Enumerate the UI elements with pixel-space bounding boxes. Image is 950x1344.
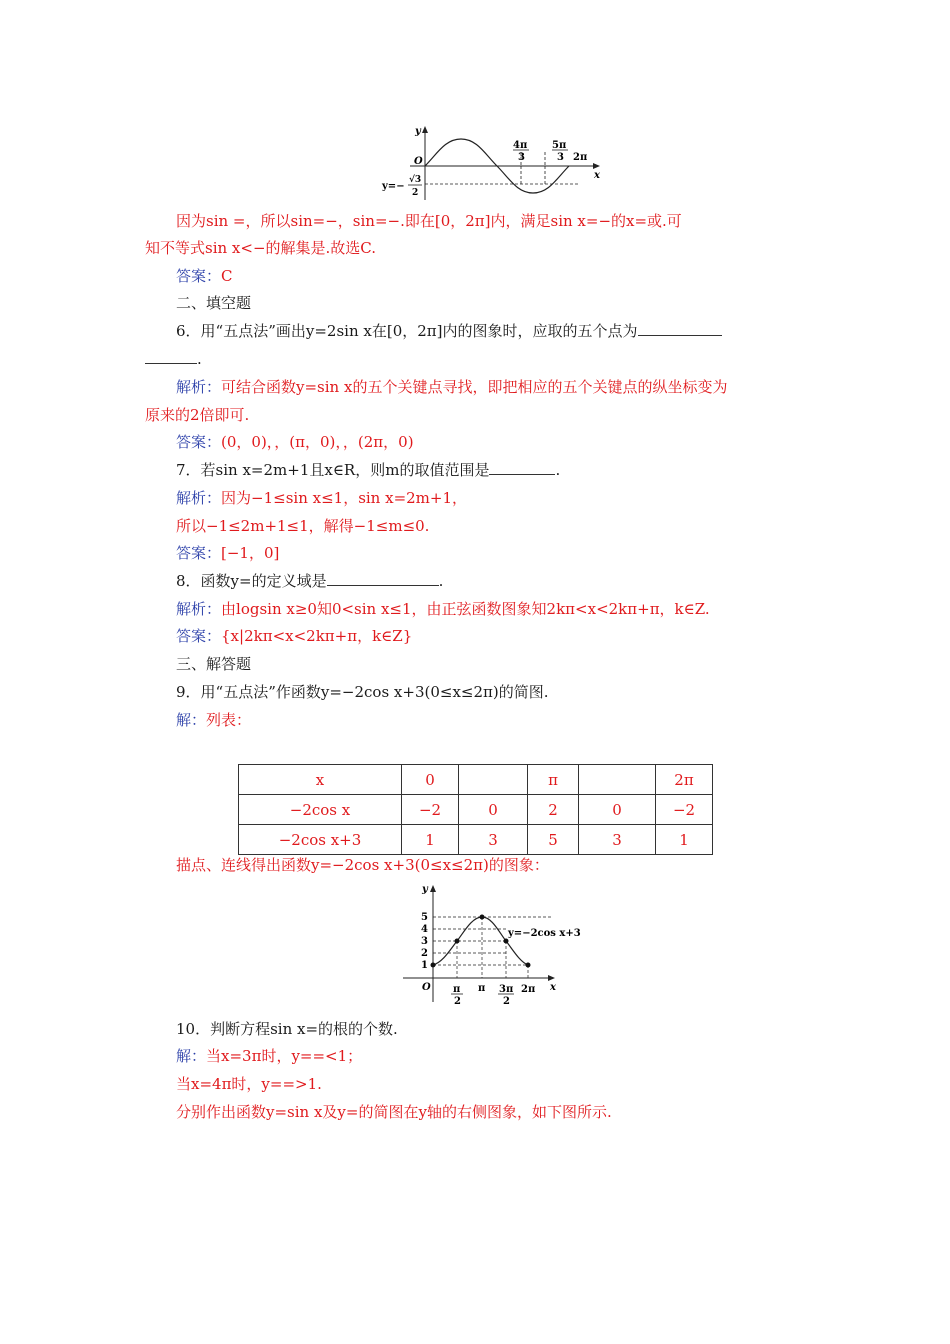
solution-6-text1: 可结合函数y=sin x的五个关键点寻找，即把相应的五个关键点的纵坐标变为 xyxy=(221,378,728,396)
answer-5 xyxy=(176,266,233,286)
solution-8-label: 解析： xyxy=(176,600,222,618)
solution-7-line1 xyxy=(176,488,467,508)
table-cell: 0 xyxy=(579,795,656,825)
fig1-tick-5pi-3-den: 3 xyxy=(557,152,564,163)
table-cell xyxy=(579,765,656,795)
question-8 xyxy=(176,571,443,591)
table-cell: 0 xyxy=(402,765,459,795)
answer-6 xyxy=(176,432,414,452)
sine-inequality-figure xyxy=(380,122,610,204)
fig1-tick-5pi-3-num: 5π xyxy=(552,140,567,151)
answer-8-value: {x|2kπ<x<2kπ+π，k∈Z} xyxy=(221,627,413,645)
fig2-xtick-pi-2-num: π xyxy=(453,984,461,995)
solution-7-label: 解析： xyxy=(176,489,222,507)
question-9: 9．用“五点法”作函数y=−2cos x+3(0≤x≤2π)的简图. xyxy=(176,683,549,701)
fig2-xtick-2pi: 2π xyxy=(521,984,536,995)
fig1-line-label-prefix: y=− xyxy=(382,181,405,192)
value-table xyxy=(238,764,713,855)
fig2-ytick-3: 3 xyxy=(421,936,428,947)
table-row xyxy=(239,795,713,825)
table-cell: 2 xyxy=(528,795,579,825)
table-cell: 1 xyxy=(656,825,713,855)
solution-10-label: 解： xyxy=(176,1047,207,1065)
table-cell: −2cos x xyxy=(239,795,402,825)
question-6-line1 xyxy=(176,321,722,341)
table-cell: 5 xyxy=(528,825,579,855)
answer-7-value: [−1，0] xyxy=(221,544,280,562)
table-cell: x xyxy=(239,765,402,795)
answer-5-label: 答案： xyxy=(176,267,222,285)
question-7-end: . xyxy=(555,461,561,479)
solution-8-text: 由logsin x≥0知0<sin x≤1，由正弦函数图象知2kπ<x<2kπ+π，k∈Z. xyxy=(221,600,710,618)
solution-10-text1: 当x=3π时，y==<1； xyxy=(206,1047,363,1065)
question-6-line2 xyxy=(145,349,202,369)
fig2-ytick-1: 1 xyxy=(421,960,428,971)
answer-7 xyxy=(176,543,279,563)
solution-6-line1 xyxy=(176,377,727,397)
fig2-point xyxy=(455,939,460,944)
para5-line2: 知不等式sin x<−的解集是.故选C. xyxy=(145,239,376,257)
solution-6-line2: 原来的2倍即可. xyxy=(145,406,250,424)
para5-line1: 因为sin =，所以sin=−，sin=−.即在[0，2π]内，满足sin x=−的x=或.可 xyxy=(176,212,682,230)
fig1-tick-2pi: 2π xyxy=(573,152,588,163)
fig1-y-axis-label: y xyxy=(415,126,421,137)
fig2-curve-label: y=−2cos x+3 xyxy=(508,928,581,939)
fig2-point xyxy=(431,963,436,968)
table-cell: 3 xyxy=(579,825,656,855)
answer-8 xyxy=(176,626,412,646)
fig2-point xyxy=(526,963,531,968)
answer-6-label: 答案： xyxy=(176,433,222,451)
cosine-graph-figure xyxy=(398,880,598,1010)
question-8-blank xyxy=(327,571,439,586)
fig1-x-axis-label: x xyxy=(594,170,600,181)
solution-10-line1 xyxy=(176,1046,362,1066)
table-cell: 3 xyxy=(459,825,528,855)
fig1-line-label-den: 2 xyxy=(412,188,419,198)
question-7-text: 7．若sin x=2m+1且x∈R，则m的取值范围是 xyxy=(176,461,490,479)
solution-9-label: 解： xyxy=(176,711,207,729)
table-cell: −2 xyxy=(656,795,713,825)
fig2-x-axis-label: x xyxy=(550,982,556,993)
table-cell: −2cos x+3 xyxy=(239,825,402,855)
question-8-end: . xyxy=(438,572,444,590)
table-cell: 0 xyxy=(459,795,528,825)
fig2-origin-label: O xyxy=(422,982,431,993)
table-cell: π xyxy=(528,765,579,795)
fig2-xtick-pi-2-den: 2 xyxy=(454,996,461,1007)
fig1-tick-4pi-3-num: 4π xyxy=(513,140,528,151)
solution-8 xyxy=(176,599,710,619)
fig2-xtick-3pi-2-num: 3π xyxy=(499,984,514,995)
fig2-point xyxy=(480,915,485,920)
fig2-ytick-2: 2 xyxy=(421,948,428,959)
table-cell: 1 xyxy=(402,825,459,855)
question-8-text: 8．函数y=的定义域是 xyxy=(176,572,327,590)
section-2-title: 二、填空题 xyxy=(176,294,252,312)
question-10: 10．判断方程sin x=的根的个数. xyxy=(176,1020,398,1038)
fig2-point xyxy=(504,939,509,944)
fig2-y-axis-label: y xyxy=(422,884,428,895)
answer-5-value: C xyxy=(221,267,233,285)
fig2-xtick-3pi-2-den: 2 xyxy=(503,996,510,1007)
table-row xyxy=(239,825,713,855)
fig1-tick-4pi-3-den: 3 xyxy=(518,152,525,163)
solution-9-text: 列表： xyxy=(206,711,252,729)
solution-9-intro xyxy=(176,710,251,730)
table-cell: −2 xyxy=(402,795,459,825)
question-6-end: . xyxy=(197,350,202,368)
solution-10-line3: 分别作出函数y=sin x及y=的简图在y轴的右侧图象，如下图所示. xyxy=(176,1103,612,1121)
question-9-plot-text: 描点、连线得出函数y=−2cos x+3(0≤x≤2π)的图象： xyxy=(176,856,549,874)
question-7-blank xyxy=(489,460,555,475)
solution-7-text1: 因为−1≤sin x≤1，sin x=2m+1， xyxy=(221,489,468,507)
fig2-ytick-4: 4 xyxy=(421,924,428,935)
table-cell xyxy=(459,765,528,795)
question-7 xyxy=(176,460,560,480)
solution-6-label: 解析： xyxy=(176,378,222,396)
fig2-ytick-5: 5 xyxy=(421,912,428,923)
fig1-line-label-sqrt: √3 xyxy=(409,175,422,185)
solution-10-line2: 当x=4π时，y==>1. xyxy=(176,1075,322,1093)
solution-7-line2: 所以−1≤2m+1≤1，解得−1≤m≤0. xyxy=(176,517,430,535)
question-6-blank-b xyxy=(145,349,197,364)
table-cell: 2π xyxy=(656,765,713,795)
fig1-origin-label: O xyxy=(414,156,423,167)
question-6-blank-a xyxy=(638,321,722,336)
section-3-title: 三、解答题 xyxy=(176,655,252,673)
answer-7-label: 答案： xyxy=(176,544,222,562)
answer-8-label: 答案： xyxy=(176,627,222,645)
question-6-text: 6．用“五点法”画出y=2sin x在[0，2π]内的图象时，应取的五个点为 xyxy=(176,322,638,340)
answer-6-value: (0，0)，，(π，0)，，(2π，0) xyxy=(221,433,414,451)
fig2-xtick-pi: π xyxy=(478,983,486,994)
table-row xyxy=(239,765,713,795)
